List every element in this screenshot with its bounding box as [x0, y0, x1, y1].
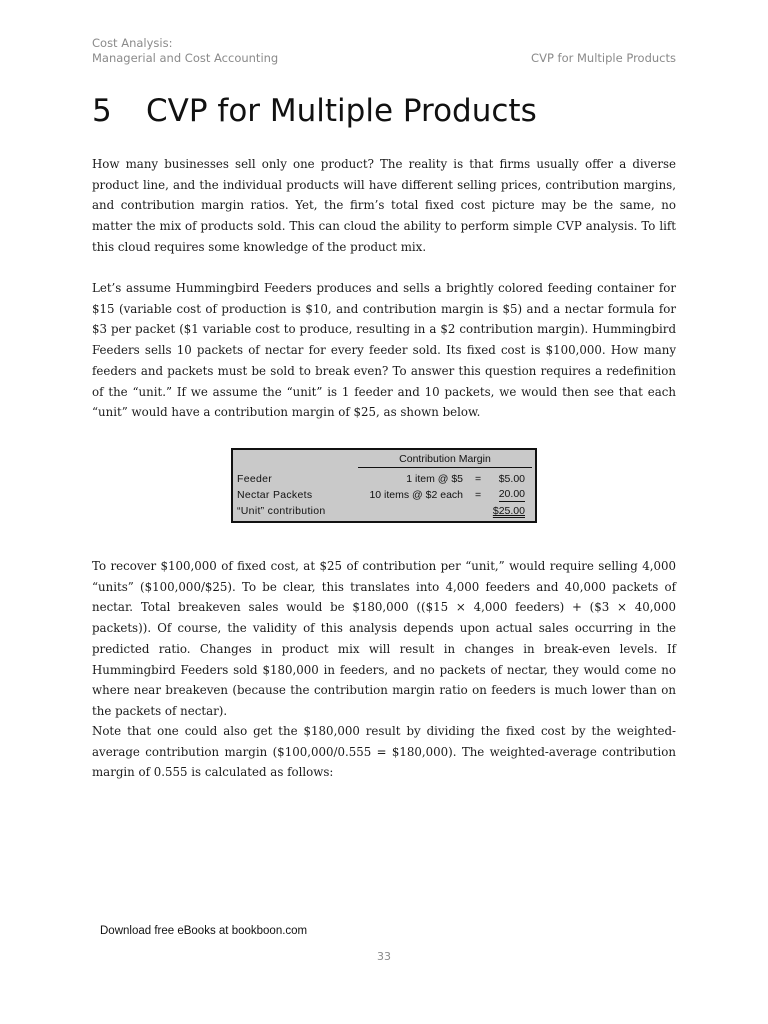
- row-amount: $5.00: [498, 473, 525, 485]
- running-header-book: [92, 36, 278, 66]
- table-row: [233, 487, 535, 503]
- chapter-number: 5: [92, 93, 112, 129]
- row-equals: =: [475, 473, 482, 485]
- table-row: [233, 471, 535, 487]
- table-header: Contribution Margin: [358, 453, 532, 468]
- paragraph-weighted-average: Note that one could also get the $180,000 result by dividing the fixed cost by the weighted-average contribution margin ($100,000/0.555 = $180,000). The weighted-average contribution margin of 0.555 is calculated as follows:: [92, 724, 676, 780]
- contribution-margin-table: [231, 448, 537, 523]
- row-equals: =: [475, 489, 482, 501]
- book-title-line1: Cost Analysis:: [92, 36, 173, 50]
- running-header-chapter: CVP for Multiple Products: [531, 51, 676, 65]
- book-title-line2: Managerial and Cost Accounting: [92, 51, 279, 65]
- paragraph-intro: How many businesses sell only one product? The reality is that firms usually offer a diverse product line, and the individual products will have different selling prices, contribution margins, and contribution margin ratios. Yet, the firm’s total fixed cost picture may be the same, no matter the mix of products sold. This can cloud the ability to perform simple CVP analysis. To lift this cloud requires some knowledge of the product mix.: [92, 157, 676, 254]
- row-quantity: 1 item @ $5: [406, 473, 463, 485]
- paragraph-breakeven: To recover $100,000 of fixed cost, at $25 of contribution per “unit,” would require selling 4,000 “units” ($100,000/$25). To be clear, this translates into 4,000 feeders and 40,000 packets of nectar. Total breakeven sales would be $180,000 (($15 × 4,000 feeders) + ($3 × 40,000 packets)). Of course, the validity of this analysis depends upon actual sales occurring in the predicted ratio. Changes in product mix will result in changes in break-even levels. If Hummingbird Feeders sold $180,000 in feeders, and no packets of nectar, they would come no where near breakeven (because the contribution margin ratio on feeders is much lower than on the packets of nectar).: [92, 559, 676, 718]
- row-quantity: 10 items @ $2 each: [369, 489, 463, 501]
- row-label: “Unit” contribution: [237, 505, 326, 517]
- download-link[interactable]: Download free eBooks at bookboon.com: [100, 925, 308, 937]
- chapter-title-text: CVP for Multiple Products: [146, 93, 537, 129]
- paragraph-example: Let’s assume Hummingbird Feeders produces and sells a brightly colored feeding container for $15 (variable cost of production is $10, and contribution margin is $5) and a nectar formula for $3 per packet ($1 variable cost to produce, resulting in a $2 contribution margin). Hummingbird Feeders sells 10 packets of nectar for every feeder sold. Its fixed cost is $100,000. How many feeders and packets must be sold to break even? To answer this question requires a redefinition of the “unit.” If we assume the “unit” is 1 feeder and 10 packets, we would then see that each “unit” would have a contribution margin of $25, as shown below.: [92, 281, 676, 420]
- row-label: Nectar Packets: [237, 489, 313, 501]
- chapter-title: [92, 90, 537, 132]
- page-number: 33: [377, 950, 391, 963]
- row-amount-total: $25.00: [492, 505, 525, 517]
- table-row-total: [233, 503, 535, 519]
- row-label: Feeder: [237, 473, 273, 485]
- row-amount: 20.00: [498, 488, 525, 500]
